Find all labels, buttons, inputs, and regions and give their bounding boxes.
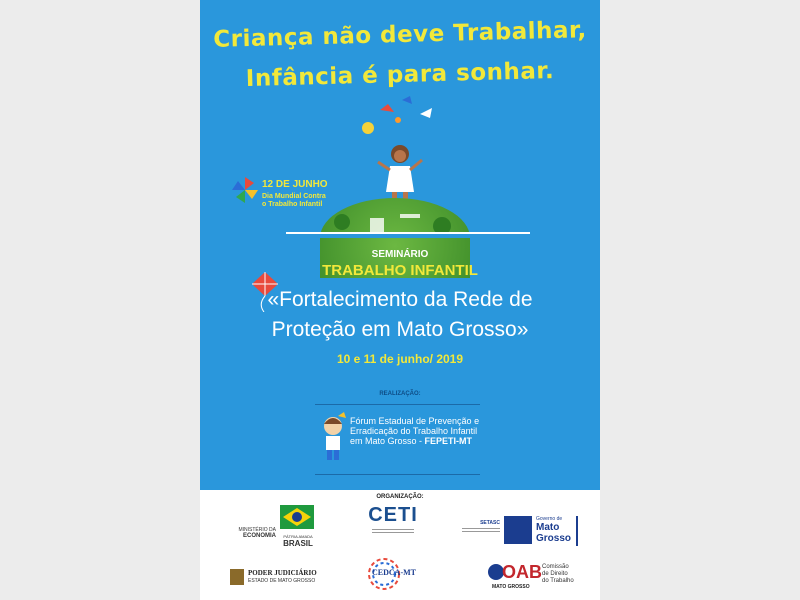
fepeti-line-3: em Mato Grosso - [350, 436, 425, 446]
poder-judiciario-text: PODER JUDICIÁRIO [248, 569, 317, 577]
pinwheel-icon [230, 175, 260, 205]
comissao-line-3: do Trabalho [542, 578, 574, 584]
section-divider [286, 232, 530, 234]
realizacao-rule-bottom [315, 474, 480, 475]
mt-coat-of-arms-icon [504, 516, 532, 544]
realizacao-rule-top [315, 404, 480, 405]
badge-subtitle-line-2: o Trabalho Infantil [262, 201, 323, 208]
comissao-line-2: de Direito [542, 571, 568, 577]
grosso-text: Grosso [536, 533, 572, 544]
world-day-badge [230, 175, 410, 215]
setasc-logo [462, 520, 500, 534]
economia-text: ECONOMIA [243, 533, 276, 539]
plane-icon [380, 104, 394, 112]
kite-small-icon [402, 96, 412, 104]
fepeti-line-1: Fórum Estadual de Prevenção e [350, 416, 480, 426]
mato-text: Mato [536, 522, 560, 533]
estado-mt-text: ESTADO DE MATO GROSSO [248, 578, 316, 584]
headline-line-2: Infância é para sonhar. [245, 57, 555, 93]
ceti-text: CETI [368, 504, 418, 526]
oab-logo [488, 562, 542, 596]
event-kicker: SEMINÁRIO [371, 249, 429, 260]
brasil-text: BRASIL [283, 539, 313, 548]
headline-line-1: Criança não deve Trabalhar, [212, 17, 588, 53]
brasil-flag-icon [280, 505, 314, 529]
fepeti-line-2: Erradicação do Trabalho Infantil [350, 426, 478, 436]
cedca-text: CEDCA-MT [372, 568, 416, 577]
comissao-line-1: Comissão [542, 564, 569, 570]
poster [200, 0, 600, 600]
patria-amada-brasil-logo [280, 505, 316, 548]
balloon-icon [362, 122, 374, 134]
ministerio-da-text: MINISTÉRIO DA [238, 527, 276, 533]
realizacao-label: REALIZAÇÃO: [379, 391, 421, 397]
badge-date: 12 DE JUNHO [262, 179, 328, 190]
fepeti-acronym: FEPETI-MT [424, 436, 473, 446]
fepeti-org-name [350, 416, 520, 446]
fepeti-mascot-logo [318, 410, 348, 462]
judiciario-crest-icon [230, 569, 244, 585]
badge-subtitle [262, 193, 326, 209]
ceti-logo [368, 504, 418, 535]
cedca-mt-logo [362, 556, 432, 596]
setasc-text: SETASC [480, 520, 500, 526]
event-title-line-1: «Fortalecimento da Rede de [267, 288, 533, 311]
event-subject: TRABALHO INFANTIL [322, 262, 478, 279]
patria-amada-text: PÁTRIA AMADA [283, 534, 313, 539]
event-title-line-2: Proteção em Mato Grosso» [271, 318, 529, 341]
oab-state-text: MATO GROSSO [492, 584, 530, 590]
ball-icon [395, 117, 401, 123]
organizacao-label: ORGANIZAÇÃO: [376, 494, 424, 500]
poder-judiciario-logo [230, 569, 340, 589]
badge-subtitle-line-1: Dia Mundial Contra [262, 193, 326, 200]
oab-text: OAB [502, 562, 542, 582]
event-dates: 10 e 11 de junho/ 2019 [336, 352, 464, 366]
paper-plane-icon [420, 108, 432, 118]
governo-mato-grosso-logo [504, 516, 578, 548]
comissao-direito-trabalho-label [542, 564, 590, 585]
governo-de-text: Governo de [536, 516, 563, 522]
ministerio-economia-logo [230, 527, 276, 539]
